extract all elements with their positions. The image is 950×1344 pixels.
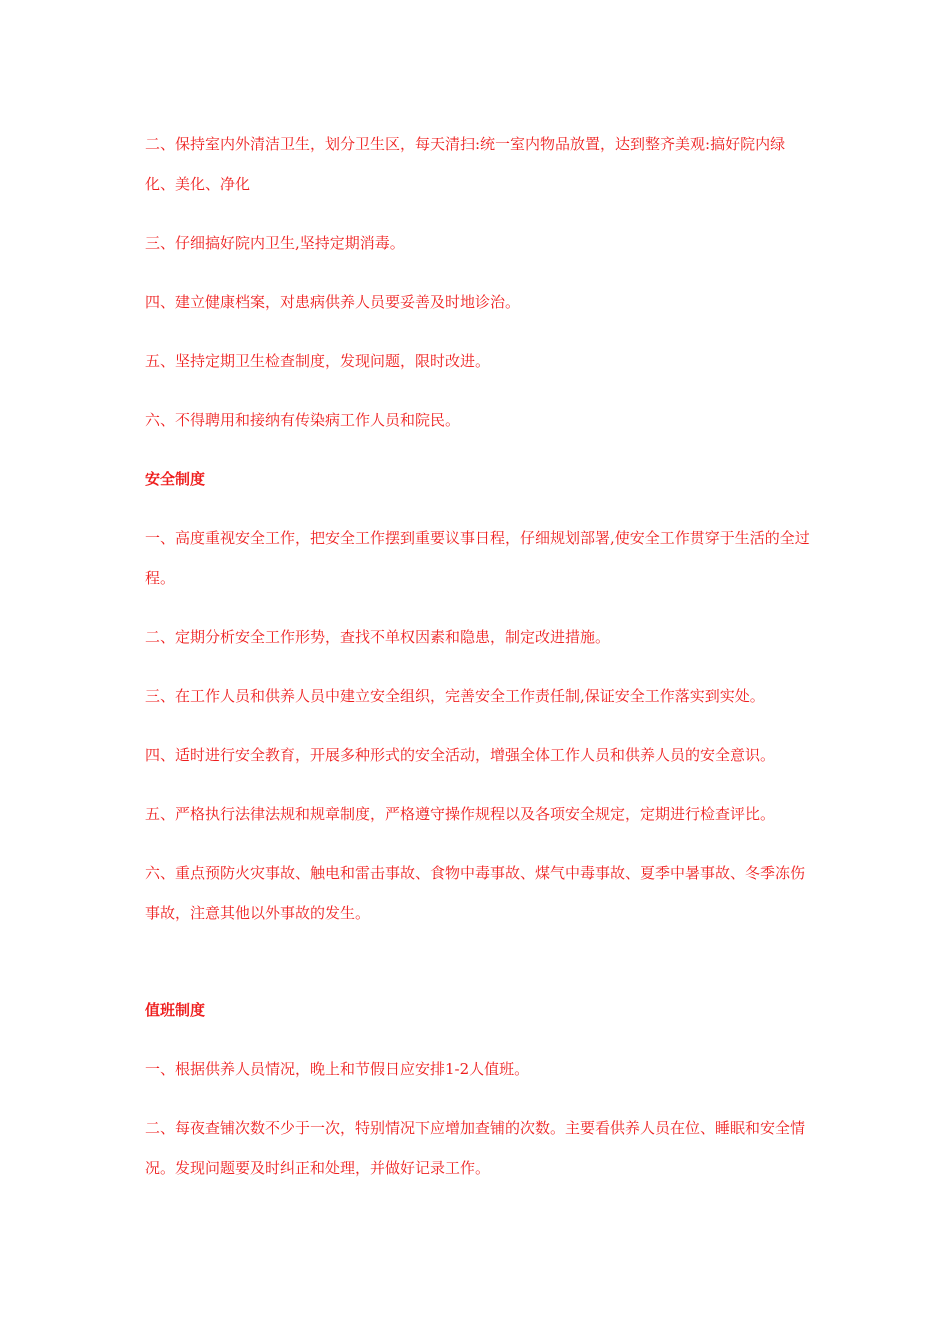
duty-item-2: 二、每夜查铺次数不少于一次，特别情况下应增加查铺的次数。主要看供养人员在位、睡眠和安全情况。发现问题要及时纠正和处理，并做好记录工作。	[145, 1119, 806, 1177]
safety-item-6: 六、重点预防火灾事故、触电和雷击事故、食物中毒事故、煤气中毒事故、夏季中暑事故、冬季冻伤事故，注意其他以外事故的发生。	[145, 864, 806, 922]
hygiene-item-5: 五、坚持定期卫生检查制度，发现问题，限时改进。	[145, 352, 491, 370]
document-body	[145, 124, 810, 1207]
hygiene-item-6: 六、不得聘用和接纳有传染病工作人员和院民。	[145, 411, 461, 429]
safety-item-1: 一、高度重视安全工作，把安全工作摆到重要议事日程，仔细规划部署,使安全工作贯穿于生活的全过程。	[145, 529, 810, 587]
safety-section-title: 安全制度	[145, 470, 206, 488]
safety-item-5: 五、严格执行法律法规和规章制度，严格遵守操作规程以及各项安全规定，定期进行检查评比。	[145, 805, 776, 823]
safety-item-3: 三、在工作人员和供养人员中建立安全组织，完善安全工作责任制,保证安全工作落实到实处。	[145, 687, 765, 705]
duty-item-1: 一、根据供养人员情况，晚上和节假日应安排1-2人值班。	[145, 1060, 530, 1078]
safety-item-2: 二、定期分析安全工作形势，查找不单权因素和隐患，制定改进措施。	[145, 628, 611, 646]
hygiene-item-3: 三、仔细搞好院内卫生,坚持定期消毒。	[145, 234, 405, 252]
safety-item-4: 四、适时进行安全教育，开展多种形式的安全活动，增强全体工作人员和供养人员的安全意识。	[145, 746, 776, 764]
duty-section-title: 值班制度	[145, 1001, 206, 1019]
hygiene-item-2: 二、保持室内外清洁卫生，划分卫生区，每天清扫:统一室内物品放置，达到整齐美观:搞好院内绿化、美化、净化	[145, 135, 786, 193]
section-spacer	[145, 952, 810, 990]
hygiene-item-4: 四、建立健康档案，对患病供养人员要妥善及时地诊治。	[145, 293, 521, 311]
